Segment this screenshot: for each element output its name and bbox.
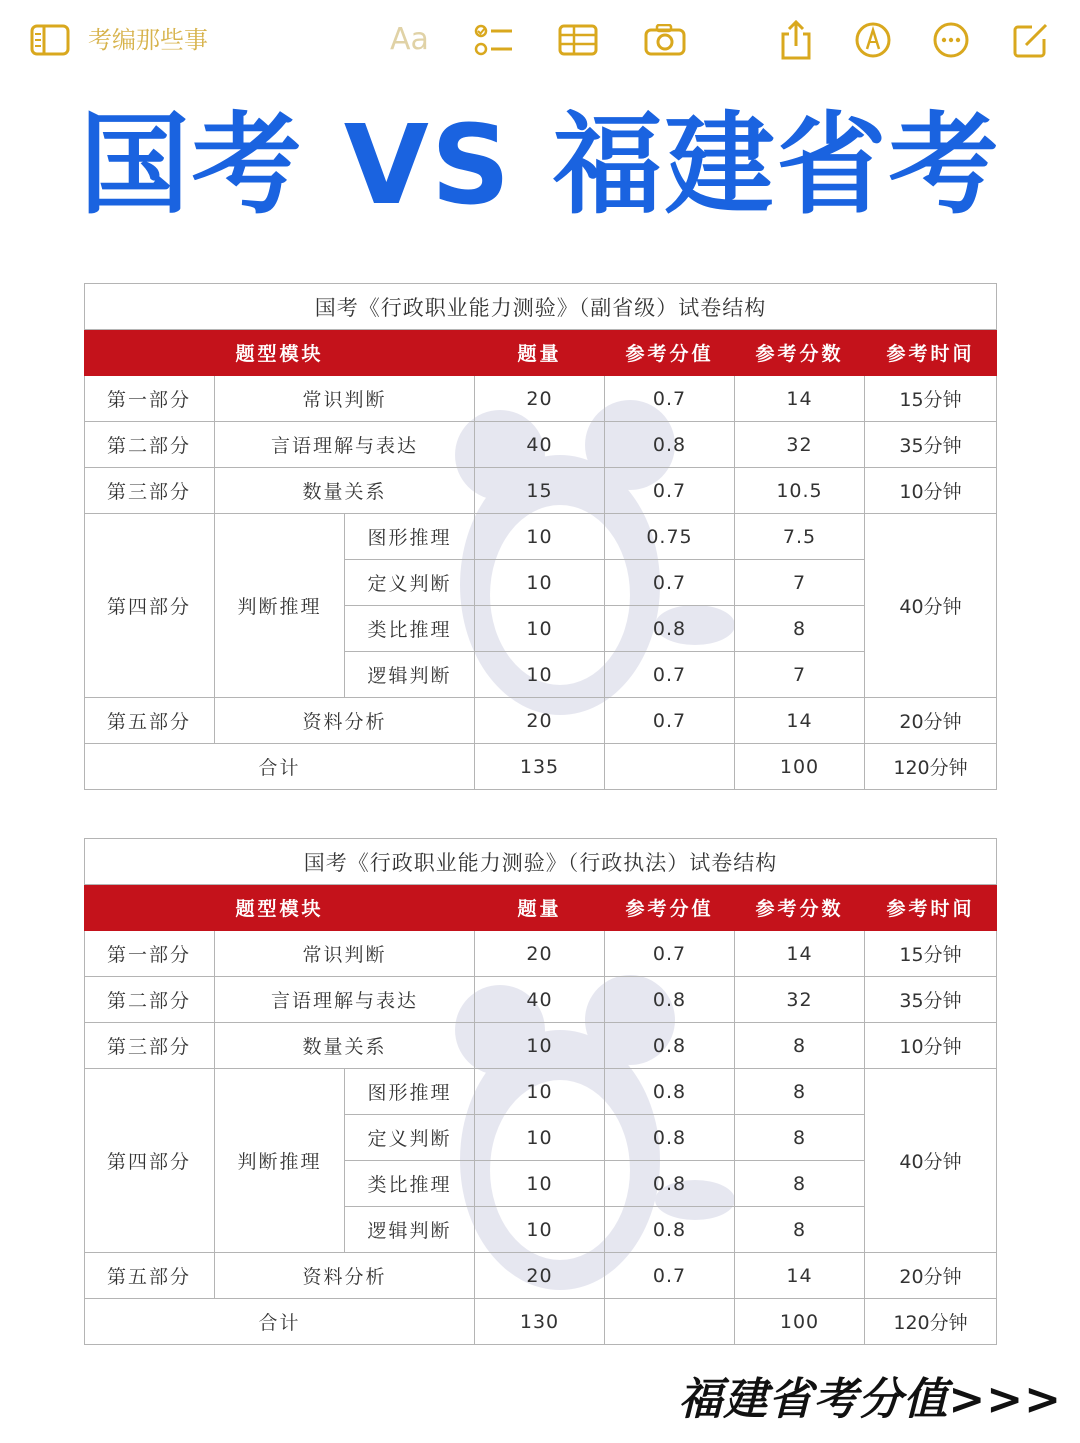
count-cell: 40 [475, 422, 605, 468]
count-cell: 10 [475, 1023, 605, 1069]
module-cell: 判断推理 [215, 514, 345, 698]
part-cell: 第二部分 [85, 422, 215, 468]
header-module: 题型模块 [85, 330, 475, 376]
module-cell: 言语理解与表达 [215, 422, 475, 468]
value-cell: 0.8 [605, 977, 735, 1023]
module-cell: 言语理解与表达 [215, 977, 475, 1023]
value-cell: 0.7 [605, 698, 735, 744]
table-header-row [85, 885, 997, 931]
footer-caption: 福建省考分值>>> [678, 1374, 1062, 1425]
part-cell: 第四部分 [85, 514, 215, 698]
total-score: 100 [735, 744, 865, 790]
table-caption: 国考《行政职业能力测验》（副省级）试卷结构 [85, 284, 997, 330]
table-total-row [85, 1299, 997, 1345]
table-row [85, 514, 997, 560]
time-cell: 15分钟 [865, 931, 997, 977]
score-cell: 7.5 [735, 514, 865, 560]
part-cell: 第一部分 [85, 931, 215, 977]
header-module: 题型模块 [85, 885, 475, 931]
share-icon[interactable] [776, 18, 816, 62]
submodule-cell: 定义判断 [345, 1115, 475, 1161]
total-score: 100 [735, 1299, 865, 1345]
submodule-cell: 类比推理 [345, 1161, 475, 1207]
score-cell: 14 [735, 1253, 865, 1299]
header-time: 参考时间 [865, 885, 997, 931]
module-cell: 资料分析 [215, 698, 475, 744]
table-row [85, 1023, 997, 1069]
table-header-row [85, 330, 997, 376]
submodule-cell: 逻辑判断 [345, 652, 475, 698]
time-cell: 10分钟 [865, 468, 997, 514]
table-row [85, 376, 997, 422]
score-cell: 8 [735, 1023, 865, 1069]
count-cell: 20 [475, 1253, 605, 1299]
value-cell: 0.8 [605, 1023, 735, 1069]
header-time: 参考时间 [865, 330, 997, 376]
module-cell: 数量关系 [215, 1023, 475, 1069]
header-value: 参考分值 [605, 885, 735, 931]
count-cell: 10 [475, 1207, 605, 1253]
header-score: 参考分数 [735, 330, 865, 376]
value-cell: 0.8 [605, 606, 735, 652]
count-cell: 40 [475, 977, 605, 1023]
count-cell: 10 [475, 606, 605, 652]
value-cell: 0.8 [605, 422, 735, 468]
score-cell: 8 [735, 606, 865, 652]
time-cell: 40分钟 [865, 1069, 997, 1253]
count-cell: 10 [475, 514, 605, 560]
value-cell: 0.7 [605, 560, 735, 606]
module-cell: 常识判断 [215, 931, 475, 977]
time-cell: 40分钟 [865, 514, 997, 698]
part-cell: 第三部分 [85, 468, 215, 514]
header-count: 题量 [475, 885, 605, 931]
table-caption: 国考《行政职业能力测验》（行政执法）试卷结构 [85, 839, 997, 885]
table-row [85, 698, 997, 744]
table-row [85, 422, 997, 468]
time-cell: 20分钟 [865, 698, 997, 744]
score-cell: 7 [735, 560, 865, 606]
value-cell: 0.7 [605, 652, 735, 698]
value-cell: 0.7 [605, 931, 735, 977]
part-cell: 第三部分 [85, 1023, 215, 1069]
total-count: 130 [475, 1299, 605, 1345]
compose-icon[interactable] [1010, 18, 1052, 62]
exam-structure-table-1 [84, 283, 997, 790]
module-cell: 判断推理 [215, 1069, 345, 1253]
table-row [85, 931, 997, 977]
exam-structure-table-2 [84, 838, 997, 1345]
table-row [85, 1253, 997, 1299]
score-cell: 14 [735, 931, 865, 977]
score-cell: 10.5 [735, 468, 865, 514]
value-cell: 0.75 [605, 514, 735, 560]
time-cell: 35分钟 [865, 977, 997, 1023]
score-cell: 8 [735, 1115, 865, 1161]
score-cell: 8 [735, 1207, 865, 1253]
time-cell: 10分钟 [865, 1023, 997, 1069]
header-count: 题量 [475, 330, 605, 376]
value-cell: 0.8 [605, 1207, 735, 1253]
submodule-cell: 逻辑判断 [345, 1207, 475, 1253]
score-cell: 14 [735, 376, 865, 422]
table-row [85, 468, 997, 514]
module-cell: 资料分析 [215, 1253, 475, 1299]
notes-toolbar [0, 0, 1080, 80]
value-cell: 0.7 [605, 1253, 735, 1299]
submodule-cell: 类比推理 [345, 606, 475, 652]
format-button[interactable]: Aa [390, 22, 429, 57]
count-cell: 10 [475, 652, 605, 698]
count-cell: 10 [475, 560, 605, 606]
total-value-empty [605, 1299, 735, 1345]
submodule-cell: 定义判断 [345, 560, 475, 606]
total-value-empty [605, 744, 735, 790]
part-cell: 第四部分 [85, 1069, 215, 1253]
more-icon[interactable] [930, 18, 972, 62]
part-cell: 第二部分 [85, 977, 215, 1023]
score-cell: 32 [735, 977, 865, 1023]
total-time: 120分钟 [865, 744, 997, 790]
time-cell: 35分钟 [865, 422, 997, 468]
score-cell: 7 [735, 652, 865, 698]
count-cell: 20 [475, 931, 605, 977]
checklist-icon[interactable] [472, 18, 516, 62]
camera-icon[interactable] [642, 18, 688, 62]
count-cell: 10 [475, 1161, 605, 1207]
time-cell: 15分钟 [865, 376, 997, 422]
value-cell: 0.8 [605, 1069, 735, 1115]
note-title[interactable]: 考编那些事 [88, 26, 208, 54]
value-cell: 0.7 [605, 376, 735, 422]
table-icon[interactable] [556, 18, 600, 62]
total-label: 合计 [85, 1299, 475, 1345]
table-total-row [85, 744, 997, 790]
part-cell: 第一部分 [85, 376, 215, 422]
time-cell: 20分钟 [865, 1253, 997, 1299]
score-cell: 14 [735, 698, 865, 744]
submodule-cell: 图形推理 [345, 514, 475, 560]
header-value: 参考分值 [605, 330, 735, 376]
part-cell: 第五部分 [85, 1253, 215, 1299]
count-cell: 20 [475, 376, 605, 422]
score-cell: 32 [735, 422, 865, 468]
markup-icon[interactable] [852, 18, 894, 62]
count-cell: 10 [475, 1115, 605, 1161]
count-cell: 20 [475, 698, 605, 744]
submodule-cell: 图形推理 [345, 1069, 475, 1115]
headline-title: 国考 VS 福建省考 [79, 101, 1001, 229]
table-row [85, 1069, 997, 1115]
part-cell: 第五部分 [85, 698, 215, 744]
module-cell: 数量关系 [215, 468, 475, 514]
total-label: 合计 [85, 744, 475, 790]
value-cell: 0.7 [605, 468, 735, 514]
count-cell: 10 [475, 1069, 605, 1115]
header-score: 参考分数 [735, 885, 865, 931]
table-row [85, 977, 997, 1023]
count-cell: 15 [475, 468, 605, 514]
total-time: 120分钟 [865, 1299, 997, 1345]
module-cell: 常识判断 [215, 376, 475, 422]
score-cell: 8 [735, 1161, 865, 1207]
value-cell: 0.8 [605, 1161, 735, 1207]
sidebar-icon[interactable] [28, 18, 72, 62]
total-count: 135 [475, 744, 605, 790]
score-cell: 8 [735, 1069, 865, 1115]
value-cell: 0.8 [605, 1115, 735, 1161]
